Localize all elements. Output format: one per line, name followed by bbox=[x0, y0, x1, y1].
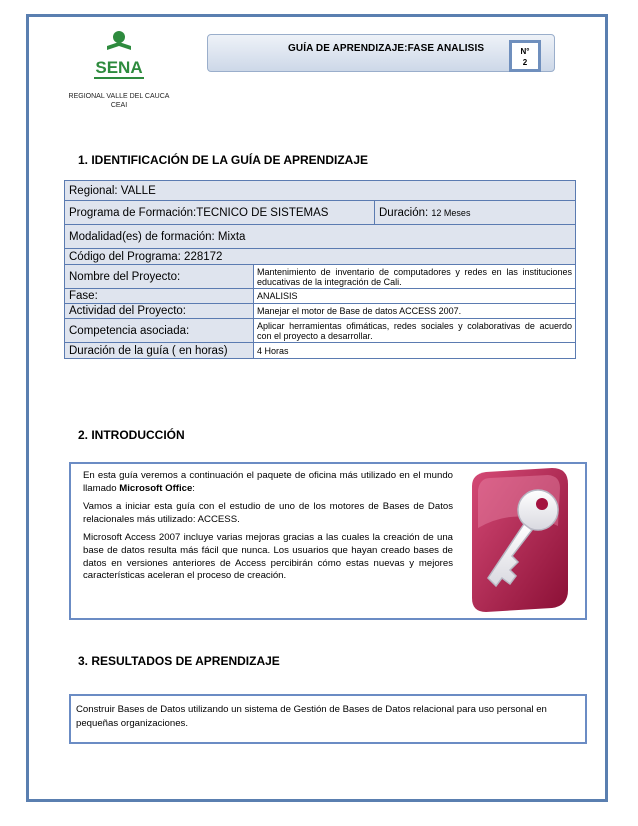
duracion-cell bbox=[375, 201, 576, 225]
intro-paragraph-2: Vamos a iniciar esta guía con el estudio de uno de los motores de Bases de Datos relacionales más utilizado: ACCESS. bbox=[83, 501, 453, 525]
codigo-cell: Código del Programa: 228172 bbox=[65, 249, 576, 265]
regional-line2: CEAI bbox=[110, 102, 128, 109]
results-text: Construir Bases de Datos utilizando un sistema de Gestión de Bases de Datos relacional para uso personal en pequeñas organizaciones. bbox=[76, 704, 547, 729]
intro-p1-start: En esta guía veremos a continuación el paquete de oficina más utilizado en el mundo llamado bbox=[83, 470, 453, 494]
modalidad-cell: Modalidad(es) de formación: Mixta bbox=[65, 225, 576, 249]
actividad-label: Actividad del Proyecto: bbox=[65, 304, 254, 319]
access-key-icon bbox=[466, 466, 574, 616]
guide-number-box bbox=[509, 40, 541, 72]
sena-logo bbox=[84, 28, 154, 86]
intro-paragraph-3: Microsoft Access 2007 incluye varias mejoras gracias a las cuales la creación de una base de datos resulta más fácil que nunca. Los usuarios que hayan creado bases de datos en versiones anteriores de Access percibirán cómo estas nuevas y mejores características aceleran el proceso de creación. bbox=[83, 532, 453, 582]
section2-title: 2. INTRODUCCIÓN bbox=[78, 428, 185, 442]
competencia-value: Aplicar herramientas ofimáticas, redes sociales y colaborativas de acuerdo con el proyecto a desarrollar. bbox=[254, 319, 576, 343]
identification-table bbox=[64, 180, 576, 359]
nombre-proyecto-label: Nombre del Proyecto: bbox=[65, 265, 254, 289]
fase-label: Fase: bbox=[65, 289, 254, 304]
competencia-label: Competencia asociada: bbox=[65, 319, 254, 343]
section3-title: 3. RESULTADOS DE APRENDIZAJE bbox=[78, 654, 280, 668]
page-border bbox=[26, 14, 608, 802]
intro-p1-end: : bbox=[192, 482, 195, 494]
actividad-value: Manejar el motor de Base de datos ACCESS 2007. bbox=[254, 304, 576, 319]
guide-title: GUÍA DE APRENDIZAJE:FASE ANALISIS bbox=[288, 43, 485, 54]
regional-line1: REGIONAL VALLE DEL CAUCA bbox=[68, 93, 170, 100]
introduction-text bbox=[83, 470, 453, 589]
regional-cell: Regional: VALLE bbox=[65, 181, 576, 201]
duracion-value: 12 Meses bbox=[431, 207, 471, 218]
intro-paragraph-1 bbox=[83, 470, 453, 495]
duracion-guia-value: 4 Horas bbox=[254, 343, 576, 359]
programa-cell: Programa de Formación:TECNICO DE SISTEMAS bbox=[65, 201, 375, 225]
nombre-proyecto-value: Mantenimiento de inventario de computadores y redes en las instituciones educativas de la integración de Cali. bbox=[254, 265, 576, 289]
duracion-label: Duración: bbox=[379, 206, 429, 219]
section1-title: 1. IDENTIFICACIÓN DE LA GUÍA DE APRENDIZAJE bbox=[78, 153, 369, 167]
svg-text:SENA: SENA bbox=[95, 58, 143, 77]
intro-p1-bold: Microsoft Office bbox=[119, 482, 193, 494]
guide-number-value: 2 bbox=[522, 58, 528, 67]
guide-number-label: N° bbox=[520, 47, 530, 56]
fase-value: ANALISIS bbox=[254, 289, 576, 304]
regional-caption bbox=[64, 92, 174, 110]
duracion-guia-label: Duración de la guía ( en horas) bbox=[65, 343, 254, 359]
